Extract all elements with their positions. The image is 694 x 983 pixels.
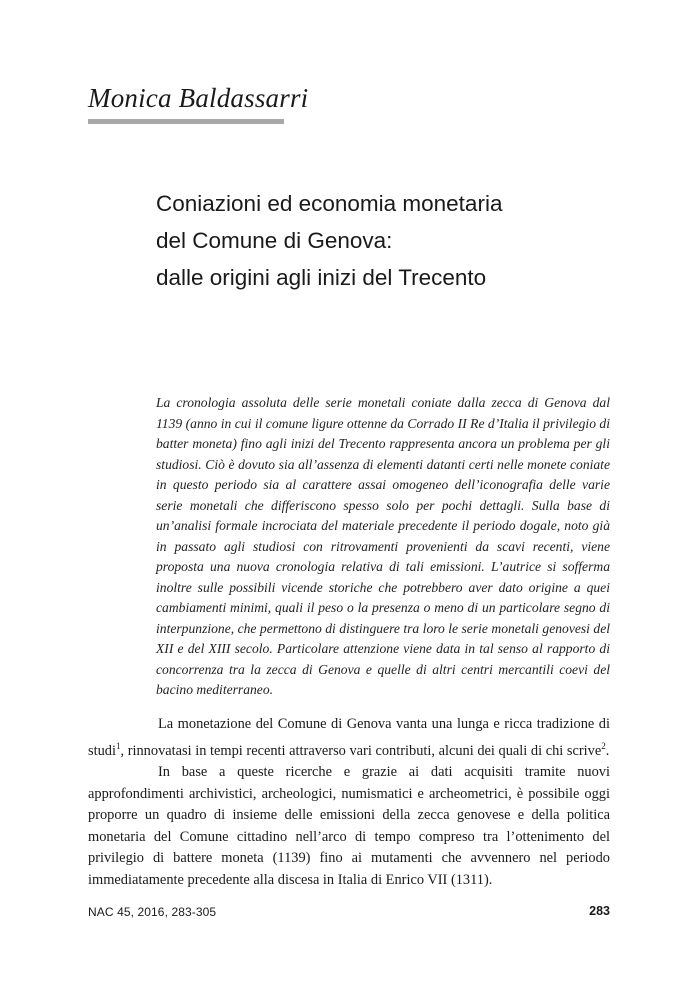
journal-citation: NAC 45, 2016, 283-305 [88,905,217,919]
body-paragraph-1 [88,714,610,762]
title-line-1: Coniazioni ed economia monetaria [156,191,503,216]
body-text [88,714,610,892]
paragraph-1-text-a: La monetazione del Comune di Genova vanta una lunga e ricca tradizione di studi [88,716,610,759]
footnote-ref-2[interactable]: 2 [601,740,606,751]
author-name: Monica Baldassarri [88,83,309,113]
page-number: 283 [589,904,610,918]
paragraph-1-text-b: , rinnovatasi in tempi recenti attraverso vari contributi, alcuni dei quali di chi scrive [120,742,602,759]
title-line-2: del Comune di Genova: [156,228,393,253]
body-paragraph-2: In base a queste ricerche e grazie ai dati acquisiti tramite nuovi approfondimenti archivistici, archeologici, numismatici e archeometrici, è possibile oggi proporre un quadro di insieme delle emissioni della zecca genovese e della politica monetaria del Comune cittadino nell’arco di tempo compreso tra l’ottenimento del privilegio di battere moneta (1139) fino ai mutamenti che avvennero nel periodo immediatamente precedente alla discesa in Italia di Enrico VII (1311). [88,763,610,888]
paragraph-1-text-c: . [605,742,610,759]
author-underline-rule [88,119,284,124]
abstract: La cronologia assoluta delle serie monetali coniate dalla zecca di Genova dal 1139 (anno in cui il comune ligure ottenne da Corrado II Re d’Italia il privilegio di batter moneta) fino agli inizi del Trecento rappresenta ancora un problema per gli studiosi. Ciò è dovuto sia all’assenza di elementi datanti certi nelle monete coniate in questo periodo sia al carattere assai omogeneo dell’iconografia delle varie serie monetali che differiscono spesso solo per pochi dettagli. Sulla base di un’analisi formale incrociata del materiale precedente il periodo dogale, noto già in passato agli studiosi con ritrovamenti provenienti da scavi recenti, viene proposta una nuova cronologia relativa di tali emissioni. L’autrice si sofferma inoltre sulle possibili vicende storiche che potrebbero aver dato origine a quei cambiamenti minimi, quali il peso o la presenza o meno di un particolare segno di interpunzione, che permettono di distinguere tra loro le serie monetali genovesi del XII e del XIII secolo. Particolare attenzione viene data in tal senso al rapporto di concorrenza tra la zecca di Genova e quelle di altri centri mercantili coevi del bacino mediterraneo. [156,395,610,697]
article-title [156,185,616,296]
footnote-ref-1[interactable]: 1 [116,740,121,751]
title-line-3: dalle origini agli inizi del Trecento [156,265,487,290]
